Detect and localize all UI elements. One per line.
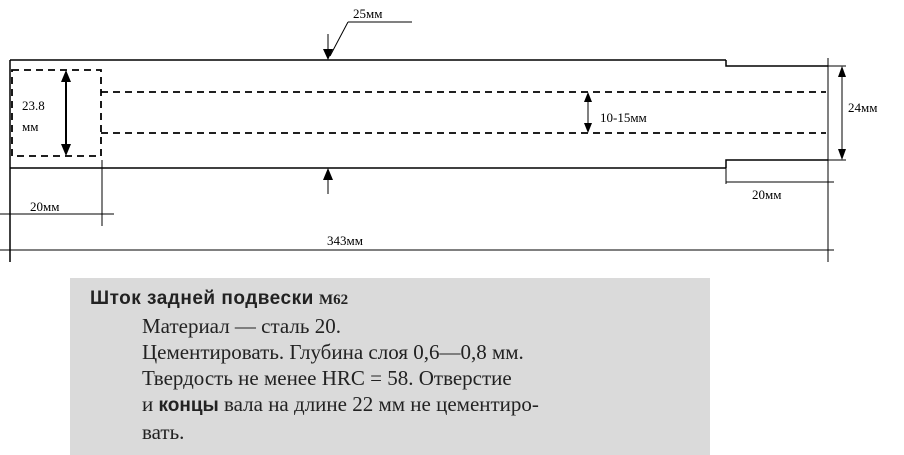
spec-line-4-a: и xyxy=(142,392,154,416)
hole-dim-arrow-up xyxy=(584,92,592,102)
groove-arrow-top xyxy=(323,49,333,60)
spec-title: Шток задней подвески xyxy=(90,288,314,309)
bore-dim-arrow-down xyxy=(61,144,71,156)
bore-diameter-label: 23.8 xyxy=(22,98,45,113)
rod-right-step-top xyxy=(726,60,828,66)
total-length-label: 343мм xyxy=(327,233,363,248)
right-end-length-label: 20мм xyxy=(752,187,782,202)
spec-material: Материал — сталь 20. xyxy=(142,314,341,338)
spec-line-4 xyxy=(90,391,710,419)
hole-diameter-label: 10-15мм xyxy=(600,110,647,125)
groove-width-label: 25мм xyxy=(353,6,383,21)
spec-scan xyxy=(70,278,710,455)
spec-text xyxy=(90,284,710,445)
groove-callout xyxy=(328,22,412,56)
spec-line-2: Цементировать. Глубина слоя 0,6—0,8 мм. xyxy=(142,340,524,364)
left-bore-length-label: 20мм xyxy=(30,199,60,214)
bore-dim-arrow-up xyxy=(61,70,71,82)
rod-right-step-bottom xyxy=(726,160,828,168)
left-bore-hidden xyxy=(12,70,101,156)
spec-title-line xyxy=(90,284,710,313)
spec-line-4-c: вала на длине 22 мм не цементиро- xyxy=(224,392,539,416)
spec-line-3: Твердость не менее HRC = 58. Отверстие xyxy=(142,366,512,390)
bore-diameter-unit: мм xyxy=(22,119,39,134)
spec-line-5: вать. xyxy=(142,420,185,444)
rod-diameter-label: 24мм xyxy=(848,100,878,115)
hole-dim-arrow-down xyxy=(584,123,592,133)
rod-dim-arrow-up xyxy=(838,66,846,77)
rod-dim-arrow-down xyxy=(838,149,846,160)
groove-arrow-bottom xyxy=(323,168,333,180)
spec-line-4-b: концы xyxy=(158,395,219,416)
spec-title-model: М62 xyxy=(319,292,349,308)
